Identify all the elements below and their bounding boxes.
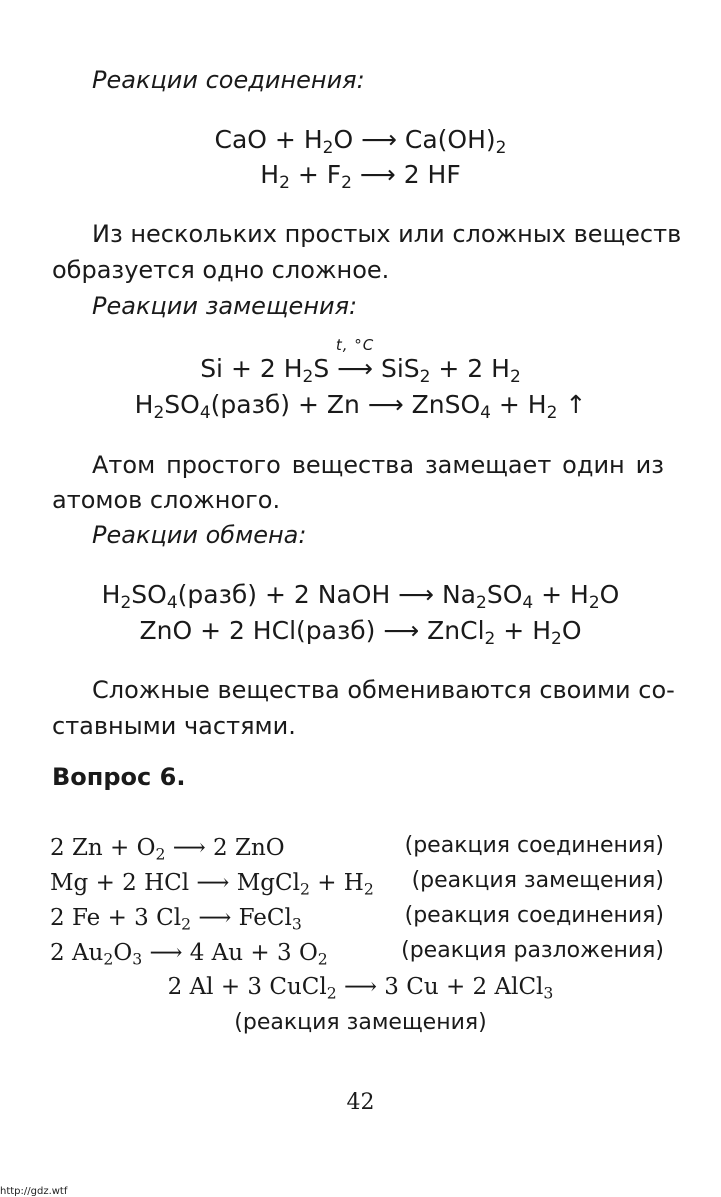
reaction-type-label: (реакция замещения) [234,1010,487,1035]
page-number: 42 [346,1090,375,1115]
answer-row-mg-hcl: Mg + 2 HCl ⟶ MgCl$_2$ + $H_2$ (реакция замещения) [50,868,664,899]
paragraph-combination-line2: образуется одно сложное. [52,256,390,284]
heading-combination-reactions: Реакции соединения: [92,66,365,94]
answer-row-zn-o2: 2 $Zn + O_2$ ⟶ 2 ZnO (реакция соединения) [50,833,664,864]
answer-row-au2o3: 2 $Au_2O_3$ ⟶ 4 Au + 3 $O_2$ (реакция разложения) [50,938,664,969]
paragraph-substitution-line2: атомов сложного. [52,486,281,514]
paragraph-exchange-line1: Сложные вещества обмениваются своими со- [92,676,675,704]
equation-si-h2s: Si + 2 $H_2S$ t, °C ⟶ SiS$_2$ + 2 $H_2$ [200,336,521,387]
heading-substitution-reactions: Реакции замещения: [92,292,358,320]
paragraph-exchange-line2: ставными частями. [52,712,296,740]
equation-h2-f2: $H_2 + F_2$ ⟶ 2 HF [260,160,461,193]
equation-cao-h2o: CaO + $H_2O$ ⟶ $Ca(OH)_2$ [214,125,507,158]
question-heading: Вопрос 6. [52,763,186,791]
answer-row-fe-cl2: 2 Fe + 3 $Cl_2$ ⟶ FeCl$_3$ (реакция соединения) [50,903,664,934]
paragraph-combination-line1: Из нескольких простых или сложных веществ [92,220,682,248]
paragraph-substitution-line1: Атом простого вещества замещает один из [92,451,664,479]
reaction-type-label: (реакция соединения) [404,903,664,928]
footer-url: http://gdz.wtf [0,1186,68,1197]
equation-zno-hcl: ZnO + 2 HCl(разб) ⟶ ZnCl$_2$ + $H_2O$ [139,616,582,649]
equation-h2so4-naoh: $H_2SO_4(разб) + 2$ NaOH ⟶ $Na_2SO_4 + H_2O$ [101,580,620,613]
reaction-type-label: (реакция замещения) [411,868,664,893]
reaction-type-label: (реакция соединения) [404,833,664,858]
arrow-condition-label: t, °C [335,336,375,354]
equation-h2so4-zn: $H_2SO_4(разб) + Zn$ ⟶ ZnSO$_4$ + $H_2$ ↑ [134,390,587,423]
equation-al-cucl2: 2 Al + 3 CuCl$_2$ ⟶ 3 Cu + 2 AlCl$_3$ [167,974,554,1003]
heading-exchange-reactions: Реакции обмена: [92,521,307,549]
reaction-type-label: (реакция разложения) [401,938,664,963]
